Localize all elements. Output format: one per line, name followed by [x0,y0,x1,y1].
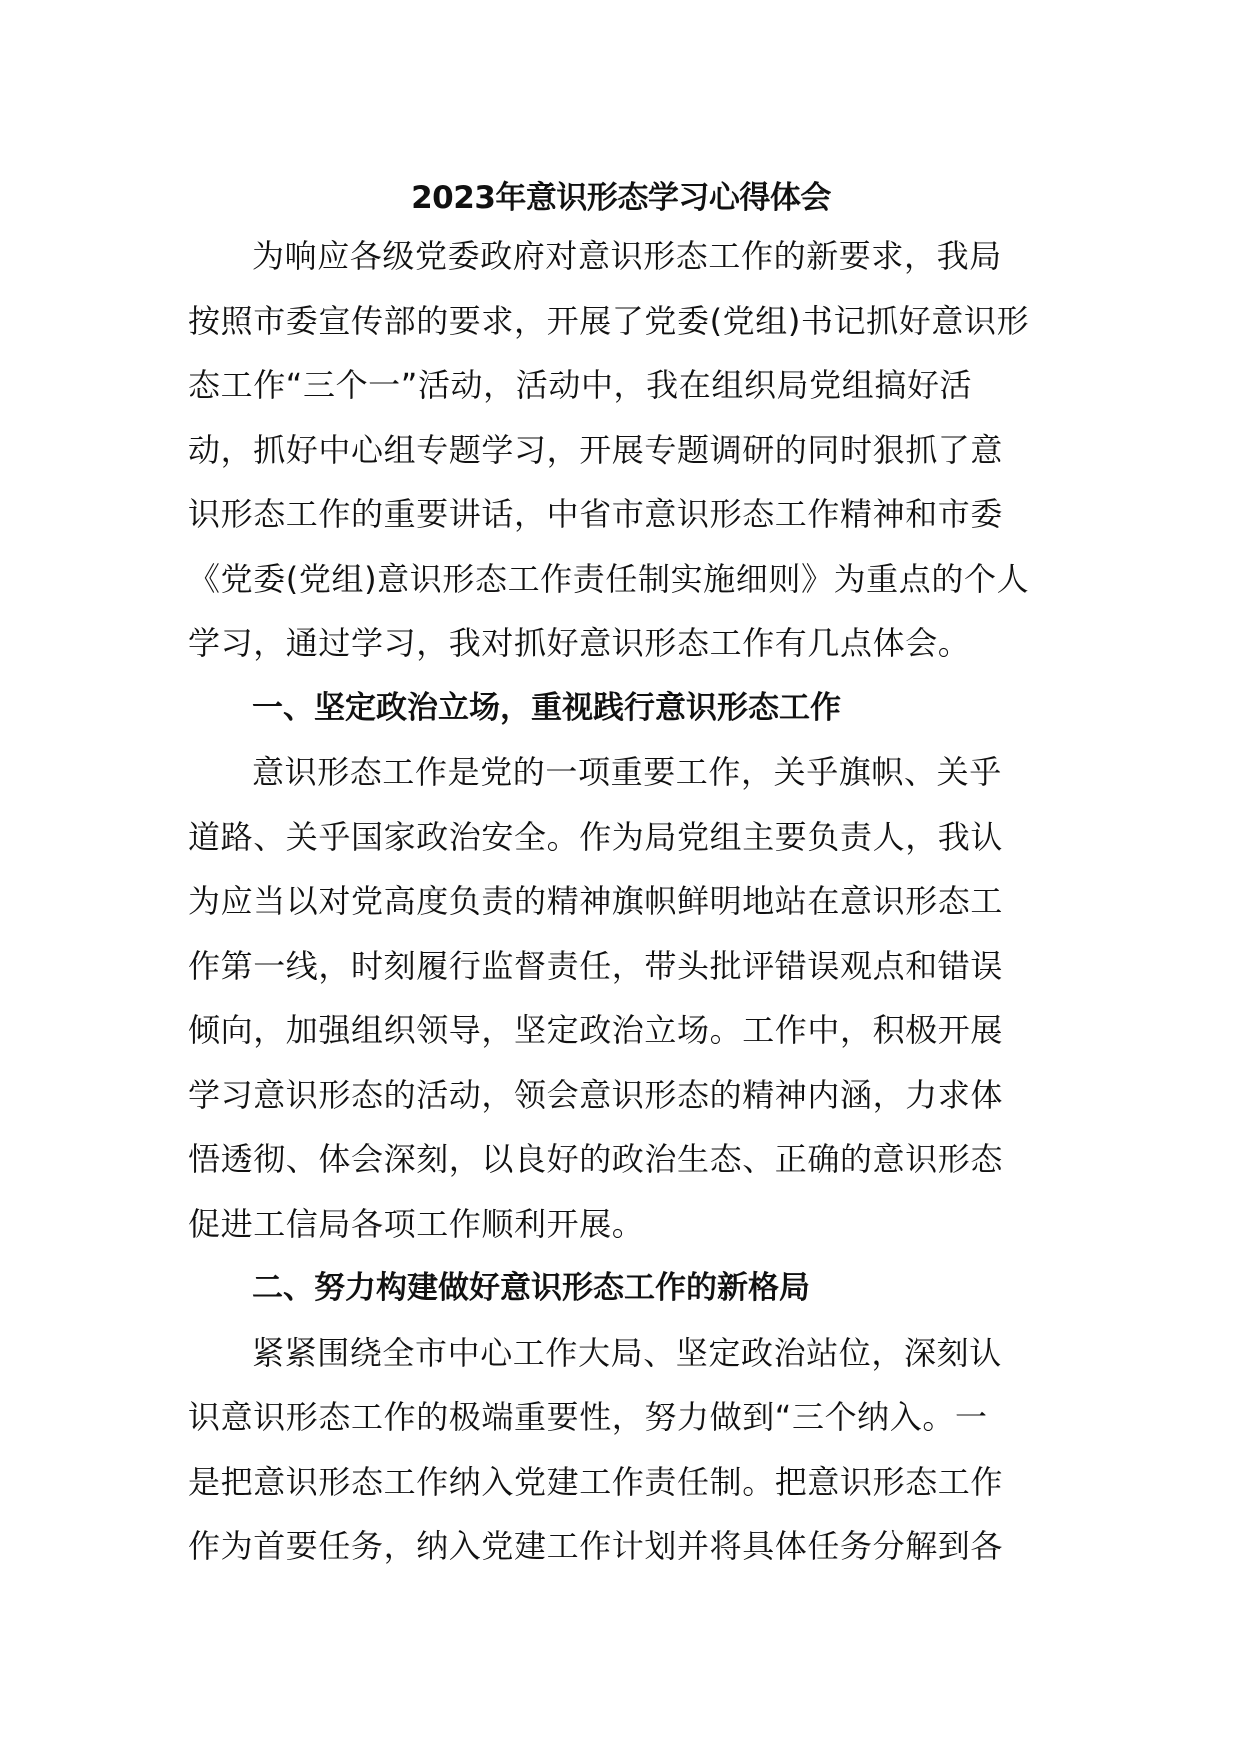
text-line: 意识形态工作是党的一项重要工作，关乎旗帜、关乎 [252,753,1002,791]
section-heading-2: 二、努力构建做好意识形态工作的新格局 [252,1270,810,1306]
text-line: 作第一线，时刻履行监督责任，带头批评错误观点和错误 [188,946,1004,985]
paragraph-intro [188,224,1054,676]
document-page [188,172,1054,1579]
text-line: 倾向，加强组织领导，坚定政治立场。工作中，积极开展 [188,1011,1004,1049]
text-line: 《党委(党组)意识形态工作责任制实施细则》为重点的个人 [188,559,1030,598]
text-line: 态工作“三个一”活动，活动中，我在组织局党组搞好活 [188,366,973,404]
text-line: 道路、关乎国家政治安全。作为局党组主要负责人，我认 [188,817,1004,856]
text-line: 悟透彻、体会深刻，以良好的政治生态、正确的意识形态 [188,1140,1004,1178]
text-line: 识形态工作的重要讲话，中省市意识形态工作精神和市委 [188,495,1004,533]
text-line: 作为首要任务，纳入党建工作计划并将具体任务分解到各 [188,1527,1004,1565]
text-line: 识意识形态工作的极端重要性，努力做到“三个纳入。一 [188,1398,988,1436]
text-line: 为响应各级党委政府对意识形态工作的新要求，我局 [252,237,1002,275]
text-line: 为应当以对党高度负责的精神旗帜鲜明地站在意识形态工 [188,882,1004,920]
paragraph-section-1 [188,740,1054,1256]
text-line: 动，抓好中心组专题学习，开展专题调研的同时狠抓了意 [188,430,1004,469]
text-line: 是把意识形态工作纳入党建工作责任制。把意识形态工作 [188,1462,1004,1501]
text-line: 学习，通过学习，我对抓好意识形态工作有几点体会。 [188,624,971,662]
section-heading-1: 一、坚定政治立场，重视践行意识形态工作 [252,689,841,726]
text-line: 促进工信局各项工作顺利开展。 [188,1204,645,1243]
text-line: 按照市委宣传部的要求，开展了党委(党组)书记抓好意识形 [188,301,1030,340]
text-line: 紧紧围绕全市中心工作大局、坚定政治站位，深刻认 [252,1333,1002,1372]
paragraph-section-2 [188,1321,1054,1579]
document-title: 2023年意识形态学习心得体会 [411,180,831,216]
text-line: 学习意识形态的活动，领会意识形态的精神内涵，力求体 [188,1075,1004,1114]
